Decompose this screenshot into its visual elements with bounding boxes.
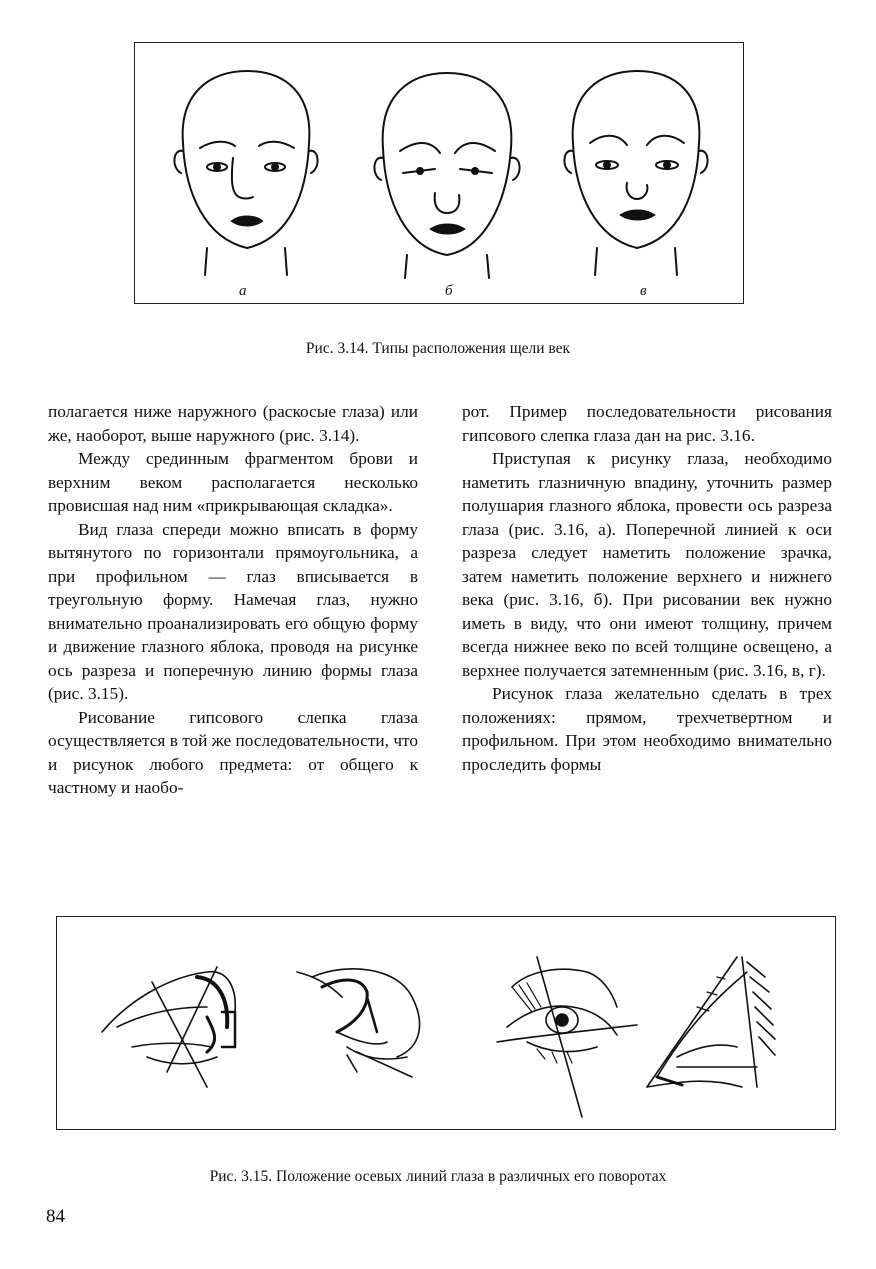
paragraph: Рисование гипсового слепка глаза осуществляется в той же последовательности, что и рисунок любого предмета: от общего к частному и наобо-	[48, 707, 418, 797]
eyes-illustration	[57, 917, 837, 1131]
face-a	[174, 71, 317, 275]
right-column	[462, 400, 832, 776]
paragraph: Приступая к рисунку глаза, необходимо наметить глазничную впадину, уточнить размер полушария глазного яблока, провести ось разреза глаза (рис. 3.16, а). Поперечной линией к оси разреза следует наметить положение зрачка, затем наметить положение верхнего и нижнего века (рис. 3.16, б). При рисовании век нужно иметь в виду, что они имеют толщину, причем всегда нижнее веко по всей толщине освещено, а верхнее получается затемненным (рис. 3.16, в, г).	[462, 449, 832, 680]
label-v: в	[640, 283, 647, 299]
figure-3-15	[56, 916, 836, 1130]
figure-3-15-caption: Рис. 3.15. Положение осевых линий глаза в различных его поворотах	[209, 1168, 667, 1185]
eye-sketch-3	[497, 957, 637, 1117]
label-a: а	[239, 283, 247, 299]
paragraph: Между срединным фрагментом брови и верхним веком располагается несколько провисшая над ним «прикрывающая складка».	[48, 449, 418, 515]
paragraph: рот. Пример последовательности рисования гипсового слепка глаза дан на рис. 3.16.	[462, 402, 832, 445]
paragraph: полагается ниже наружного (раскосые глаза) или же, наоборот, выше наружного (рис. 3.14).	[48, 402, 418, 445]
eye-sketch-1	[102, 967, 235, 1087]
paragraph: Вид глаза спереди можно вписать в форму вытянутого по горизонтали прямоугольника, а при профильном — глаз вписывается в треугольную форму. Намечая глаз, нужно внимательно проанализировать его общую форму и движение глазного яблока, проводя на рисунке ось разреза и поперечную линию формы глаза (рис. 3.15).	[48, 519, 418, 703]
face-v	[564, 71, 707, 275]
figure-3-14	[134, 42, 744, 304]
page-number: 84	[46, 1206, 65, 1227]
eye-sketch-2	[297, 969, 420, 1077]
faces-illustration	[135, 43, 745, 305]
left-column	[48, 400, 418, 800]
face-b	[374, 73, 519, 278]
eye-sketch-4	[647, 957, 775, 1087]
label-b: б	[445, 283, 453, 299]
paragraph: Рисунок глаза желательно сделать в трех положениях: прямом, трехчетвертном и профильном. При этом необходимо внимательно проследить формы	[462, 684, 832, 774]
figure-3-14-caption: Рис. 3.14. Типы расположения щели век	[305, 340, 571, 357]
